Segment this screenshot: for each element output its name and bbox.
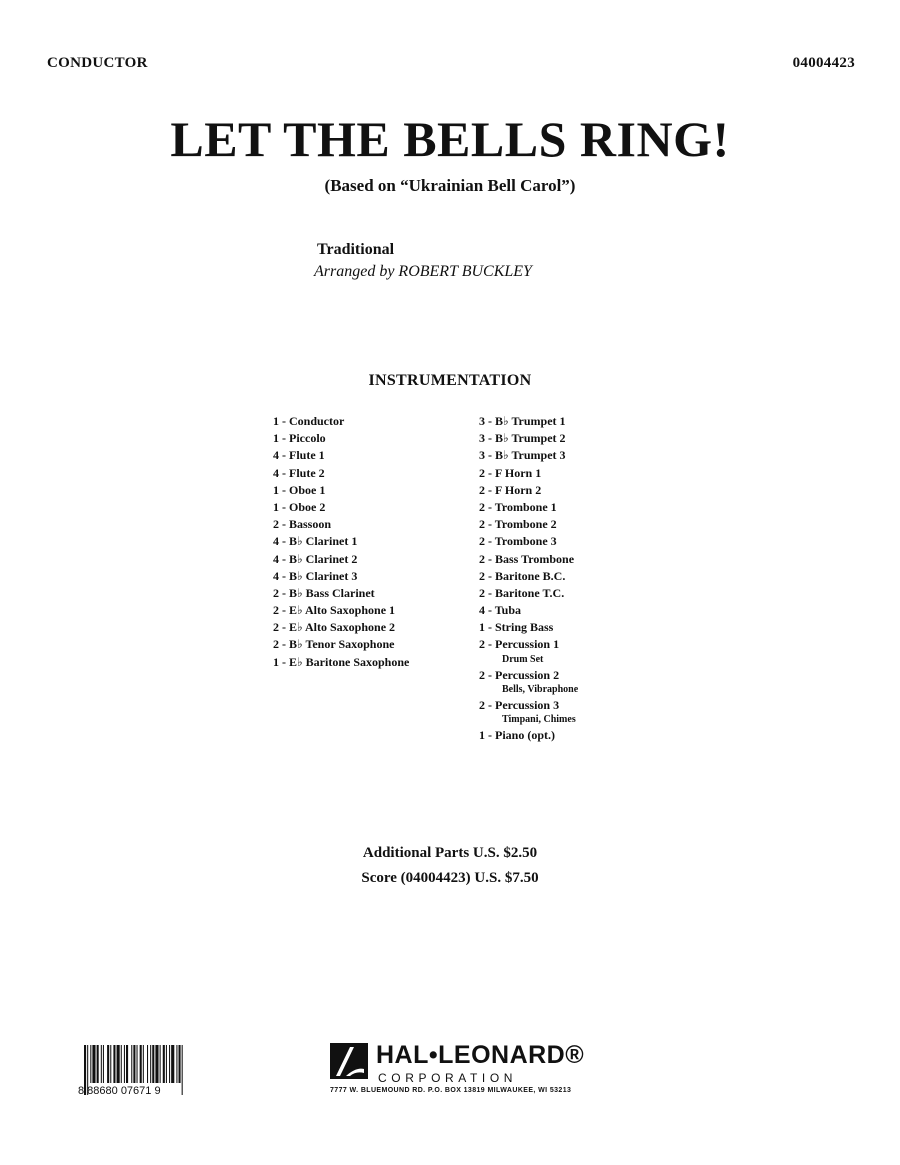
- instrumentation-heading: INSTRUMENTATION: [368, 372, 532, 389]
- page-subtitle: (Based on “Ukrainian Bell Carol”): [324, 176, 576, 195]
- instrument-item: 4 - B♭ Clarinet 3: [273, 568, 358, 583]
- instrument-item: 2 - Trombone 2: [479, 517, 557, 532]
- instrument-item: 3 - B♭ Trumpet 3: [479, 448, 566, 463]
- instrument-item: 2 - F Horn 1: [479, 465, 542, 480]
- instrument-item: 2 - Bassoon: [273, 517, 332, 532]
- instrument-item: 1 - Conductor: [273, 414, 345, 428]
- instrument-item: 1 - Piano (opt.): [479, 728, 555, 742]
- instrument-item: 1 - E♭ Baritone Saxophone: [273, 654, 410, 669]
- publisher-name: HAL•LEONARD®: [376, 1041, 585, 1069]
- instrument-item: 4 - Tuba: [479, 603, 522, 618]
- barcode-digits: 8 88680 07671 9: [78, 1085, 161, 1097]
- instrument-item: 2 - E♭ Alto Saxophone 1: [273, 603, 396, 618]
- instrument-item: 2 - Percussion 1: [479, 637, 560, 652]
- instrument-item: 4 - B♭ Clarinet 1: [273, 534, 358, 549]
- instrument-item: 2 - Percussion 2: [479, 667, 560, 682]
- instrument-item: 2 - Bass Trombone: [479, 551, 575, 566]
- instrument-item: 2 - Percussion 3: [479, 697, 560, 712]
- instrument-item: 2 - Trombone 1: [479, 499, 557, 514]
- instrument-item: 3 - B♭ Trumpet 2: [479, 431, 566, 446]
- publisher-logo-icon: [330, 1043, 368, 1079]
- instrument-item: 4 - B♭ Clarinet 2: [273, 551, 358, 566]
- instrument-item: 1 - Oboe 1: [273, 482, 326, 497]
- instrument-item: 2 - B♭ Tenor Saxophone: [273, 637, 395, 652]
- header-part-label: CONDUCTOR: [47, 55, 148, 71]
- instrument-item: 2 - E♭ Alto Saxophone 2: [273, 620, 396, 635]
- instrument-item: 2 - F Horn 2: [479, 482, 542, 497]
- instrument-item: 2 - Trombone 3: [479, 534, 557, 549]
- publisher-corporation: CORPORATION: [378, 1071, 518, 1085]
- arranger-credit: Arranged by ROBERT BUCKLEY: [314, 263, 532, 280]
- instrument-item: 2 - Baritone B.C.: [479, 568, 566, 583]
- publisher-address: 7777 W. BLUEMOUND RD. P.O. BOX 13819 MILWAUKEE, WI 53213: [330, 1087, 572, 1094]
- instrumentation-column-right: [479, 413, 578, 744]
- instrument-item: 1 - Oboe 2: [273, 499, 326, 514]
- header-catalog-number: 04004423: [792, 55, 855, 71]
- instrument-note: Bells, Vibraphone: [502, 683, 579, 695]
- page-title: LET THE BELLS RING!: [170, 111, 730, 167]
- instrument-item: 2 - B♭ Bass Clarinet: [273, 585, 375, 600]
- instrumentation-column-left: [273, 413, 409, 671]
- composer-credit: Traditional: [317, 241, 395, 258]
- instrument-item: 2 - Baritone T.C.: [479, 585, 565, 600]
- instrument-item: 4 - Flute 1: [273, 448, 325, 463]
- instrument-note: Drum Set: [502, 653, 544, 665]
- additional-parts-price: Additional Parts U.S. $2.50: [362, 845, 538, 861]
- instrument-item: 3 - B♭ Trumpet 1: [479, 414, 566, 428]
- instrument-item: 1 - String Bass: [479, 620, 554, 635]
- instrument-item: 1 - Piccolo: [273, 431, 326, 446]
- instrument-note: Timpani, Chimes: [502, 714, 576, 725]
- instrument-item: 4 - Flute 2: [273, 465, 325, 480]
- score-price: Score (04004423) U.S. $7.50: [361, 870, 539, 886]
